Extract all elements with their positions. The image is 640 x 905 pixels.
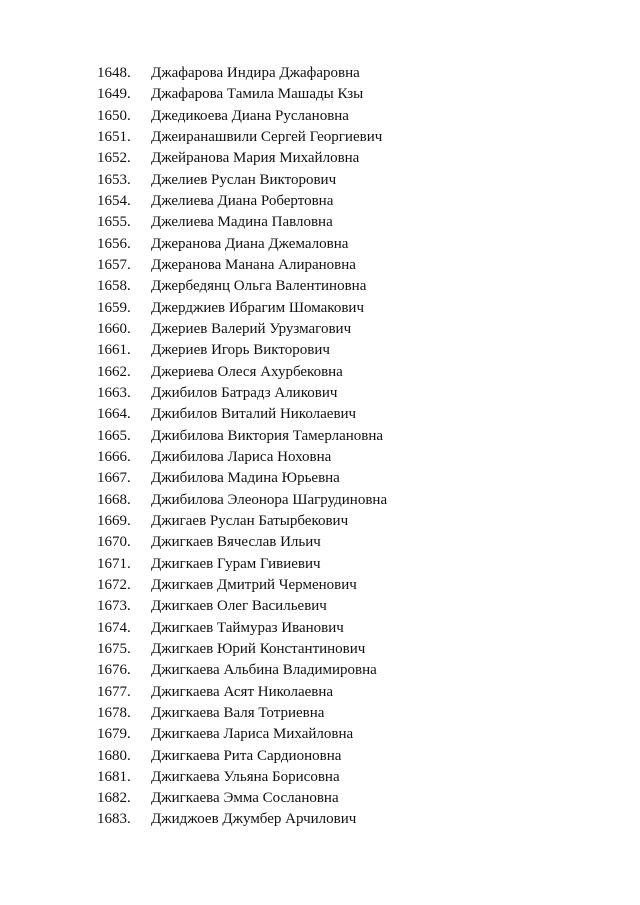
entry-name: Джигкаева Эмма Сослановна <box>151 790 339 807</box>
list-item <box>0 724 640 745</box>
entry-number: 1651. <box>97 128 131 145</box>
list-item <box>0 127 640 148</box>
entry-name: Джибилов Батрадз Аликович <box>151 384 338 401</box>
list-item <box>0 234 640 255</box>
entry-number: 1666. <box>97 448 131 465</box>
list-item <box>0 639 640 660</box>
entry-name: Джигкаев Таймураз Иванович <box>151 619 344 636</box>
list-item <box>0 767 640 788</box>
list-item <box>0 63 640 84</box>
entry-number: 1681. <box>97 768 131 785</box>
entry-number: 1671. <box>97 555 131 572</box>
entry-name: Джигкаева Валя Тотриевна <box>151 704 325 721</box>
entry-name: Джигкаева Рита Сардионовна <box>151 747 342 764</box>
entry-name: Джигкаев Вячеслав Ильич <box>151 534 321 551</box>
entry-number: 1674. <box>97 619 131 636</box>
entry-number: 1668. <box>97 491 131 508</box>
entry-number: 1661. <box>97 342 131 359</box>
entry-number: 1649. <box>97 86 131 103</box>
entry-number: 1663. <box>97 384 131 401</box>
entry-name: Джеиранашвили Сергей Георгиевич <box>151 128 383 145</box>
entry-name: Джедикоева Диана Руслановна <box>151 107 349 124</box>
entry-number: 1659. <box>97 299 131 316</box>
entry-name: Джигкаева Альбина Владимировна <box>151 662 377 679</box>
list-item <box>0 298 640 319</box>
entry-number: 1682. <box>97 790 131 807</box>
entry-number: 1680. <box>97 747 131 764</box>
list-item <box>0 426 640 447</box>
name-list <box>0 63 640 831</box>
entry-name: Джибилова Лариса Ноховна <box>151 448 332 465</box>
entry-number: 1678. <box>97 704 131 721</box>
list-item <box>0 788 640 809</box>
entry-number: 1664. <box>97 406 131 423</box>
list-item <box>0 276 640 297</box>
list-item <box>0 362 640 383</box>
entry-name: Джигкаева Ульяна Борисовна <box>151 768 340 785</box>
list-item <box>0 468 640 489</box>
list-item <box>0 596 640 617</box>
entry-number: 1657. <box>97 256 131 273</box>
list-item <box>0 682 640 703</box>
entry-number: 1675. <box>97 640 131 657</box>
list-item <box>0 212 640 233</box>
list-item <box>0 746 640 767</box>
entry-name: Джелиева Диана Робертовна <box>151 192 334 209</box>
entry-name: Джигкаева Лариса Михайловна <box>151 726 354 743</box>
entry-name: Джигкаева Асят Николаевна <box>151 683 334 700</box>
entry-number: 1670. <box>97 534 131 551</box>
list-item <box>0 148 640 169</box>
entry-name: Джигкаев Олег Васильевич <box>151 598 327 615</box>
list-item <box>0 554 640 575</box>
entry-name: Джибилова Виктория Тамерлановна <box>151 427 384 444</box>
entry-number: 1656. <box>97 235 131 252</box>
entry-number: 1677. <box>97 683 131 700</box>
entry-name: Джибилова Мадина Юрьевна <box>151 470 340 487</box>
entry-name: Джериев Игорь Викторович <box>151 342 330 359</box>
entry-name: Джибилов Виталий Николаевич <box>151 406 357 423</box>
entry-name: Джафарова Индира Джафаровна <box>151 65 360 81</box>
entry-number: 1658. <box>97 278 131 295</box>
entry-number: 1673. <box>97 598 131 615</box>
list-item <box>0 106 640 127</box>
list-item <box>0 383 640 404</box>
list-item <box>0 618 640 639</box>
entry-name: Джелиев Руслан Викторович <box>151 171 337 188</box>
entry-name: Джериев Валерий Урузмагович <box>151 320 352 337</box>
entry-number: 1667. <box>97 470 131 487</box>
list-item <box>0 404 640 425</box>
entry-number: 1676. <box>97 662 131 679</box>
entry-number: 1654. <box>97 192 131 209</box>
list-item <box>0 703 640 724</box>
entry-name: Джелиева Мадина Павловна <box>151 214 333 231</box>
entry-name: Джигаев Руслан Батырбекович <box>151 512 349 529</box>
entry-name: Джафарова Тамила Машады Кзы <box>151 86 364 103</box>
entry-number: 1683. <box>97 811 131 828</box>
list-item <box>0 191 640 212</box>
entry-name: Джигкаев Дмитрий Черменович <box>151 576 357 593</box>
entry-number: 1653. <box>97 171 131 188</box>
entry-name: Джигкаев Юрий Константинович <box>151 640 366 657</box>
entry-number: 1669. <box>97 512 131 529</box>
entry-number: 1650. <box>97 107 131 124</box>
entry-name: Джиджоев Джумбер Арчилович <box>151 811 357 828</box>
list-item <box>0 660 640 681</box>
list-item <box>0 511 640 532</box>
entry-number: 1648. <box>97 65 131 81</box>
list-item <box>0 809 640 830</box>
list-item <box>0 447 640 468</box>
entry-number: 1655. <box>97 214 131 231</box>
list-item <box>0 490 640 511</box>
entry-number: 1665. <box>97 427 131 444</box>
entry-name: Джибилова Элеонора Шагрудиновна <box>151 491 388 508</box>
entry-name: Джеранова Диана Джемаловна <box>151 235 349 252</box>
entry-name: Джигкаев Гурам Гивиевич <box>151 555 321 572</box>
list-item <box>0 255 640 276</box>
entry-name: Джериева Олеся Ахурбековна <box>151 363 343 380</box>
entry-number: 1679. <box>97 726 131 743</box>
list-item <box>0 532 640 553</box>
entry-name: Джербедянц Ольга Валентиновна <box>151 278 367 295</box>
entry-name: Джейранова Мария Михайловна <box>151 150 360 167</box>
entry-number: 1660. <box>97 320 131 337</box>
list-item <box>0 84 640 105</box>
entry-number: 1652. <box>97 150 131 167</box>
entry-number: 1672. <box>97 576 131 593</box>
entry-name: Джеранова Манана Алирановна <box>151 256 356 273</box>
list-item <box>0 170 640 191</box>
entry-number: 1662. <box>97 363 131 380</box>
list-item <box>0 340 640 361</box>
list-item <box>0 319 640 340</box>
entry-name: Джерджиев Ибрагим Шомакович <box>151 299 364 316</box>
list-item <box>0 575 640 596</box>
